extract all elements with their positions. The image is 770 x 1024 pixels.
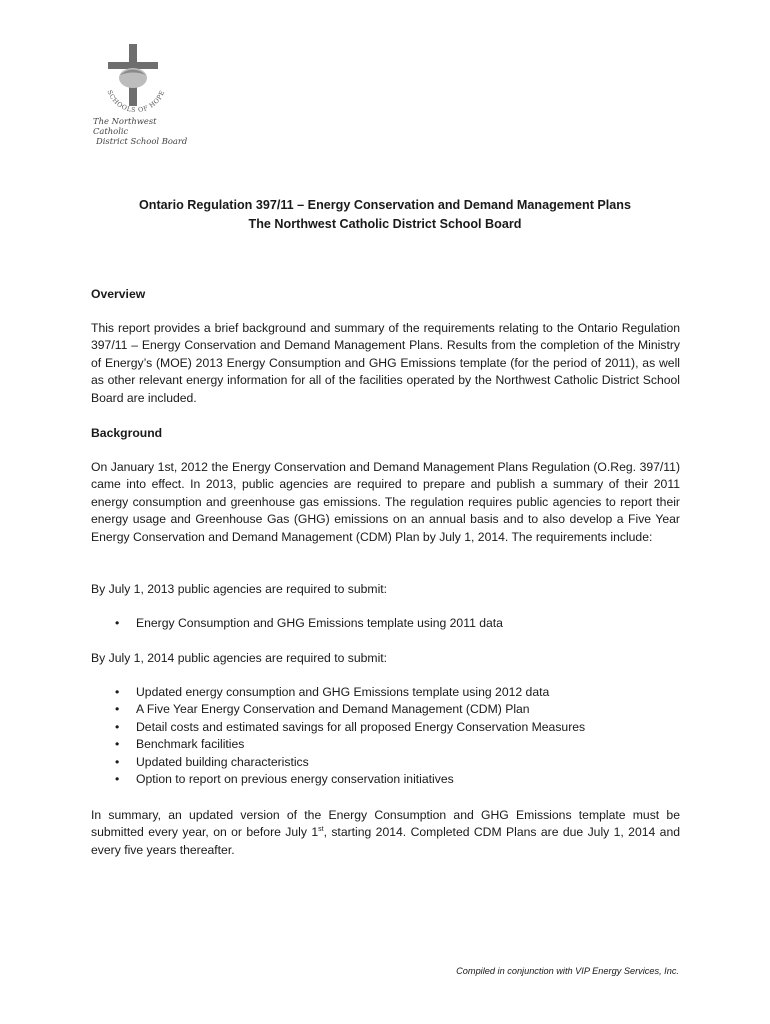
- list-item: • Detail costs and estimated savings for all proposed Energy Conservation Measures: [91, 719, 585, 736]
- overview-heading: Overview: [91, 287, 146, 301]
- summary-superscript: st: [318, 826, 324, 834]
- footer-credit: Compiled in conjunction with VIP Energy Services, Inc.: [456, 966, 679, 976]
- document-title: Ontario Regulation 397/11 – Energy Conservation and Demand Management Plans: [139, 198, 631, 212]
- overview-paragraph: This report provides a brief background and summary of the requirements relating to the Ontario Regulation 397/11 – Energy Conservation and Demand Management Plans. Results from the completion of the Ministry of Energy’s (MOE) 2013 Energy Consumption and GHG Emissions template (for the period of 2011), as well as other relevant energy information for all of the facilities operated by the Northwest Catholic District School Board are included.: [91, 321, 680, 405]
- list-item: • Energy Consumption and GHG Emissions template using 2011 data: [91, 615, 503, 632]
- list-item: • Updated energy consumption and GHG Emissions template using 2012 data: [91, 684, 585, 701]
- background-heading: Background: [91, 426, 163, 440]
- logo-caption-line1: The Northwest Catholic: [93, 116, 157, 136]
- list-item: • A Five Year Energy Conservation and Demand Management (CDM) Plan: [91, 701, 585, 718]
- summary-paragraph: [91, 807, 680, 859]
- list-item: • Option to report on previous energy conservation initiatives: [91, 771, 585, 788]
- summary-text-part1: In summary, an updated version of the Energy Consumption and GHG Emissions template must be submitted every year, on or before July 1: [91, 808, 680, 840]
- list-item: • Updated building characteristics: [91, 754, 585, 771]
- requirements-2014-list: [91, 684, 585, 788]
- document-subtitle: The Northwest Catholic District School Board: [248, 217, 522, 231]
- background-paragraph: On January 1st, 2012 the Energy Conservation and Demand Management Plans Regulation (O.Reg. 397/11) came into effect. In 2013, public agencies are required to prepare and publish a summary of their 2011 energy consumption and greenhouse gas emissions. The regulation requires public agencies to report their energy usage and Greenhouse Gas (GHG) emissions on an annual basis and to also develop a Five Year Energy Conservation and Demand Management (CDM) Plan by July 1, 2014. The requirements include:: [91, 460, 680, 544]
- list-item: • Benchmark facilities: [91, 736, 585, 753]
- logo-caption-line2: District School Board: [96, 136, 188, 146]
- requirements-2014-intro: By July 1, 2014 public agencies are required to submit:: [91, 651, 388, 665]
- logo-arc-text: SCHOOLS OF HOPE: [105, 89, 167, 115]
- requirements-2013-list: [91, 615, 503, 632]
- requirements-2013-intro: By July 1, 2013 public agencies are required to submit:: [91, 582, 388, 596]
- logo-caption: [93, 116, 193, 146]
- summary-text-part2: , starting 2014. Completed CDM Plans are due July 1, 2014 and every five years thereafter.: [91, 825, 681, 857]
